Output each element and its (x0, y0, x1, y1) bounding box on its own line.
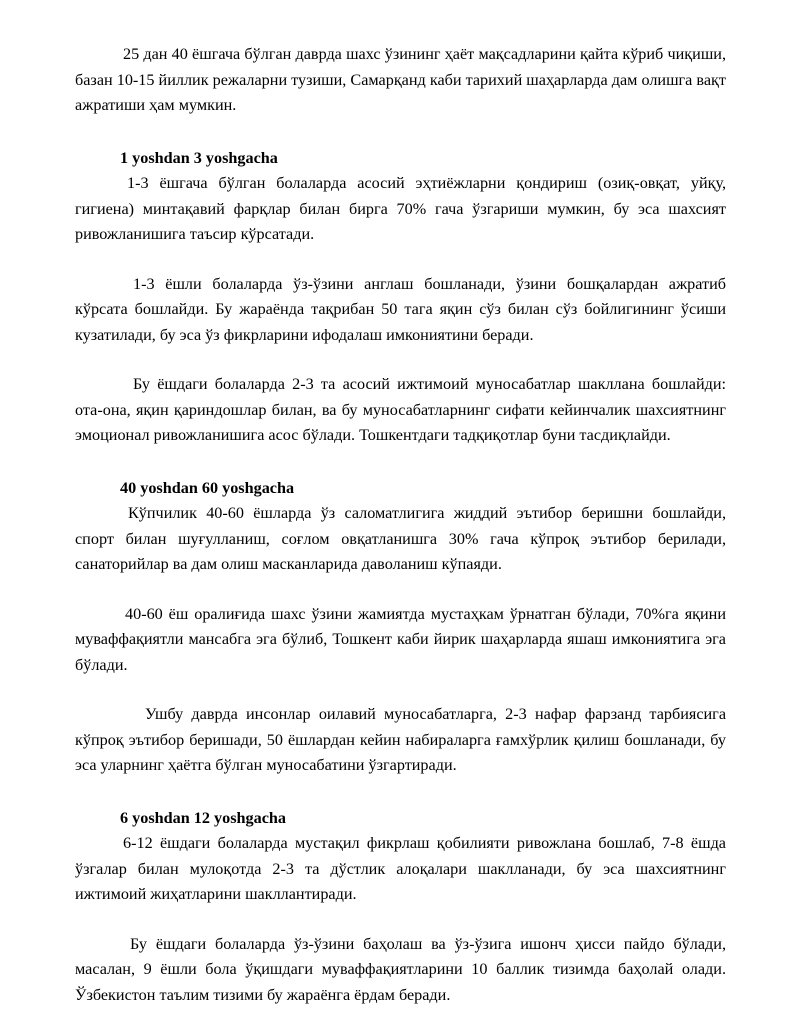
section-heading: 40 yoshdan 60 yoshgacha (120, 478, 295, 497)
section-heading: 6 yoshdan 12 yoshgacha (120, 808, 286, 827)
section-heading: 1 yoshdan 3 yoshgacha (120, 148, 278, 167)
section-40-60-years (75, 476, 726, 779)
section-paragraph: 6-12 ёшдаги болаларда мустақил фикрлаш қобилияти ривожлана бошлаб, 7-8 ёшда ўзгалар билан мулоқотда 2-3 та дўстлик алоқалари шаклланади, бу эса шахсиятнинг ижтимоий жиҳатларини шакллантиради. (75, 834, 726, 903)
intro-paragraph: 25 дан 40 ёшгача бўлган даврда шахс ўзининг ҳаёт мақсадларини қайта кўриб чиқиши, базан 10-15 йиллик режаларни тузиши, Самарқанд каби тарихий шаҳарларда дам олишга вақт ажратиши ҳам мумкин. (75, 45, 726, 114)
section-6-12-years (75, 806, 726, 1009)
section-paragraph: Кўпчилик 40-60 ёшларда ўз саломатлигига жиддий эътибор беришни бошлайди, спорт билан шуғулланиш, соғлом овқатланишга 30% гача кўпроқ эътибор берилади, санаторийлар ва дам олиш масканларида даволаниш кўпаяди. (75, 504, 726, 573)
section-1-3-years (75, 146, 726, 449)
section-paragraph: 40-60 ёш оралиғида шахс ўзини жамиятда мустаҳкам ўрнатган бўлади, 70%га яқини муваффақиятли мансабга эга бўлиб, Тошкент каби йирик шаҳарларда яшаш имкониятига эга бўлади. (75, 604, 726, 674)
section-paragraph: 1-3 ёшгача бўлган болаларда асосий эҳтиёжларни қондириш (озиқ-овқат, уйқу, гигиена) минтақавий фарқлар билан бирга 70% гача ўзгариши мумкин, бу эса шахсият ривожланишига таъсир кўрсатади. (75, 174, 726, 243)
document-page (75, 42, 726, 1008)
section-paragraph: 1-3 ёшли болаларда ўз-ўзини англаш бошланади, ўзини бошқалардан ажратиб кўрсата бошлайди. Бу жараёнда тақрибан 50 тага яқин сўз билан сўз бойлигининг ўсиши кузатилади, бу эса ўз фикрларини ифодалаш имкониятини беради. (75, 274, 726, 344)
section-paragraph: Бу ёшдаги болаларда ўз-ўзини баҳолаш ва ўз-ўзига ишонч ҳисси пайдо бўлади, масалан, 9 ёшли бола ўқишдаги муваффақиятларини 10 баллик тизимда баҳолай олади. Ўзбекистон таълим тизими бу жараёнга ёрдам беради. (75, 934, 726, 1004)
section-paragraph: Ушбу даврда инсонлар оилавий муносабатларга, 2-3 нафар фарзанд тарбиясига кўпроқ эътибор беришади, 50 ёшлардан кейин набираларга ғамхўрлик қилиш бошланади, бу эса уларнинг ҳаётга бўлган муносабатини ўзгартиради. (75, 705, 726, 774)
section-paragraph: Бу ёшдаги болаларда 2-3 та асосий ижтимоий муносабатлар шакллана бошлайди: ота-она, яқин қариндошлар билан, ва бу муносабатларнинг сифати кейинчалик шахсиятнинг эмоционал ривожланишига асос бўлади. Тошкентдаги тадқиқотлар буни тасдиқлайди. (75, 375, 726, 444)
